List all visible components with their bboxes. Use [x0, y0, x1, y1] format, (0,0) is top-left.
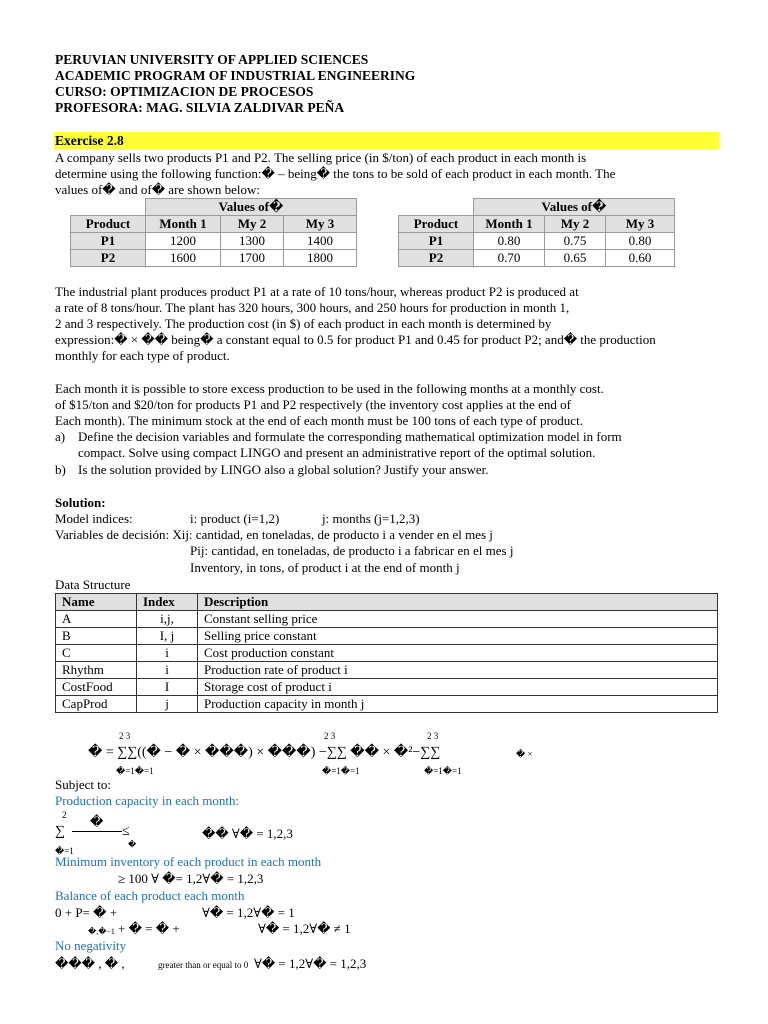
question-a-label: a) — [55, 429, 66, 444]
table-cell: i,j, — [137, 611, 198, 628]
table-cell: B — [56, 628, 137, 645]
index-i: i: product (i=1,2) — [190, 511, 280, 526]
table-cell: i — [137, 662, 198, 679]
ds-header: Index — [137, 594, 198, 611]
para2-line-5: monthly for each type of product. — [55, 348, 230, 363]
table-cell: P2 — [399, 250, 474, 267]
table-a-header: Product — [71, 216, 146, 233]
program-name: ACADEMIC PROGRAM OF INDUSTRIAL ENGINEERING — [55, 68, 416, 83]
course-name: CURSO: OPTIMIZACION DE PROCESOS — [55, 84, 314, 99]
intro-line-3: values of� and of� are shown below: — [55, 182, 260, 197]
table-cell: 0.60 — [606, 250, 675, 267]
table-cell: A — [56, 611, 137, 628]
question-b-line-1: Is the solution provided by LINGO also a global solution? Justify your answer. — [78, 462, 489, 477]
table-cell: Production capacity in month j — [198, 696, 718, 713]
objective-sub-2: �=1�=1 — [322, 766, 360, 776]
table-cell: P1 — [71, 233, 146, 250]
table-cell: Storage cost of product i — [198, 679, 718, 696]
table-cell: P2 — [71, 250, 146, 267]
values-table-b — [398, 198, 675, 267]
table-row — [56, 645, 718, 662]
inventory-title: Minimum inventory of each product in each month — [55, 854, 322, 869]
question-a-line-1: Define the decision variables and formulate the corresponding mathematical optimization model in form — [78, 429, 622, 444]
table-b-header: Product — [399, 216, 474, 233]
solution-title: Solution: — [55, 495, 106, 510]
table-row — [399, 233, 675, 250]
table-cell: I — [137, 679, 198, 696]
objective-function: � = ∑∑((� − � × ���) × ���) −∑∑ �� × �²−∑∑ — [88, 745, 441, 760]
table-a-header: Month 1 — [146, 216, 221, 233]
table-b-header: Month 1 — [474, 216, 545, 233]
table-cell: P1 — [399, 233, 474, 250]
non-negativity-title: No negativity — [55, 938, 127, 953]
objective-sup-3: 2 3 — [427, 731, 439, 741]
decision-var-inventory: Inventory, in tons, of product i at the end of month j — [190, 560, 460, 575]
question-b-label: b) — [55, 462, 66, 477]
capacity-fraction-bar — [72, 831, 122, 832]
table-cell: I, j — [137, 628, 198, 645]
capacity-le: ≤ — [122, 824, 130, 839]
capacity-sum-sub: �=1 — [55, 846, 74, 856]
intro-line-1: A company sells two products P1 and P2. The selling price (in $/ton) of each product in each month is — [55, 150, 587, 165]
capacity-rhs: �� ∀� = 1,2,3 — [202, 826, 293, 841]
table-cell: 0.75 — [545, 233, 606, 250]
decision-vars-line: Variables de decisión: Xij: cantidad, en toneladas, de producto i a vender en el mes j — [55, 527, 493, 542]
table-cell: 1800 — [284, 250, 357, 267]
question-a-line-2: compact. Solve using compact LINGO and present an administrative report of the optimal solution. — [78, 445, 596, 460]
table-cell: Rhythm — [56, 662, 137, 679]
table-cell: Production rate of product i — [198, 662, 718, 679]
table-cell: 1200 — [146, 233, 221, 250]
table-cell: 1700 — [221, 250, 284, 267]
intro-line-2: determine using the following function:� – being� the tons to be sold of each product in each month. The — [55, 166, 616, 181]
table-row — [399, 250, 675, 267]
balance-line-2a: + � = � + — [118, 921, 180, 936]
values-table-a — [70, 198, 357, 267]
table-row — [71, 250, 357, 267]
balance-line-1a: 0 + P= � + — [55, 905, 118, 920]
para2-line-4: expression:� × �� being� a constant equal to 0.5 for product P1 and 0.45 for product P2; and� the production — [55, 332, 656, 347]
objective-sub-3: �=1�=1 — [424, 766, 462, 776]
university-name: PERUVIAN UNIVERSITY OF APPLIED SCIENCES — [55, 52, 369, 67]
table-cell: 1600 — [146, 250, 221, 267]
exercise-title: Exercise 2.8 — [55, 133, 124, 148]
non-negativity-rhs: ∀� = 1,2∀� = 1,2,3 — [254, 956, 367, 971]
balance-sub: �,�−1 — [88, 927, 115, 936]
table-row — [56, 696, 718, 713]
table-cell: 0.65 — [545, 250, 606, 267]
table-cell: 0.70 — [474, 250, 545, 267]
capacity-title: Production capacity in each month: — [55, 793, 240, 808]
balance-line-1b: ∀� = 1,2∀� = 1 — [202, 905, 295, 920]
table-b-header: My 3 — [606, 216, 675, 233]
table-cell: Selling price constant — [198, 628, 718, 645]
subject-to: Subject to: — [55, 777, 111, 792]
para2-line-1: The industrial plant produces product P1 at a rate of 10 tons/hour, whereas product P2 is produced at — [55, 284, 579, 299]
capacity-denominator: � — [128, 840, 137, 849]
table-cell: 0.80 — [606, 233, 675, 250]
table-cell: CapProd — [56, 696, 137, 713]
data-structure-table — [55, 593, 718, 713]
table-cell: 0.80 — [474, 233, 545, 250]
data-structure-title: Data Structure — [55, 577, 131, 592]
capacity-sum-top: 2 — [62, 810, 67, 820]
table-cell: 1400 — [284, 233, 357, 250]
table-cell: 1300 — [221, 233, 284, 250]
objective-sup-2: 2 3 — [324, 731, 336, 741]
para2-line-2: a rate of 8 tons/hour. The plant has 320 hours, 300 hours, and 250 hours for production in month 1, — [55, 300, 570, 315]
capacity-numerator: � — [90, 814, 104, 829]
teacher-name: PROFESORA: MAG. SILVIA ZALDIVAR PEÑA — [55, 100, 345, 115]
ds-header: Description — [198, 594, 718, 611]
balance-title: Balance of each product each month — [55, 888, 245, 903]
table-row — [56, 662, 718, 679]
table-cell: CostFood — [56, 679, 137, 696]
non-negativity-vars: ��� , � , — [55, 956, 125, 971]
table-row — [56, 628, 718, 645]
table-cell: i — [137, 645, 198, 662]
objective-sub-1: �=1�=1 — [116, 766, 154, 776]
table-a-header: My 3 — [284, 216, 357, 233]
para2-line-3: 2 and 3 respectively. The production cost (in $) of each product in each month is determined by — [55, 316, 552, 331]
objective-tail: � × — [516, 749, 533, 759]
exercise-highlight — [54, 132, 719, 149]
table-a-group-header: Values of� — [146, 199, 357, 216]
inventory-constraint: ≥ 100 ∀ �= 1,2∀� = 1,2,3 — [118, 871, 264, 886]
non-negativity-text: greater than or equal to 0 — [158, 960, 249, 970]
balance-line-2b: ∀� = 1,2∀� ≠ 1 — [258, 921, 351, 936]
table-row — [56, 679, 718, 696]
indices-label: Model indices: — [55, 511, 133, 526]
table-cell: Cost production constant — [198, 645, 718, 662]
para3-line-1: Each month it is possible to store excess production to be used in the following months at a monthly cost. — [55, 381, 604, 396]
capacity-sum: ∑ — [55, 824, 65, 839]
table-cell: C — [56, 645, 137, 662]
decision-var-p: Pij: cantidad, en toneladas, de producto i a fabricar en el mes j — [190, 543, 514, 558]
table-b-group-header: Values of� — [474, 199, 675, 216]
para3-line-3: Each month). The minimum stock at the end of each month must be 100 tons of each type of product. — [55, 413, 583, 428]
index-j: j: months (j=1,2,3) — [322, 511, 420, 526]
table-b-header: My 2 — [545, 216, 606, 233]
table-cell: j — [137, 696, 198, 713]
table-row — [71, 233, 357, 250]
table-row — [56, 611, 718, 628]
objective-sup-1: 2 3 — [119, 731, 131, 741]
table-cell: Constant selling price — [198, 611, 718, 628]
table-a-header: My 2 — [221, 216, 284, 233]
para3-line-2: of $15/ton and $20/ton for products P1 and P2 respectively (the inventory cost applies at the end of — [55, 397, 571, 412]
ds-header: Name — [56, 594, 137, 611]
